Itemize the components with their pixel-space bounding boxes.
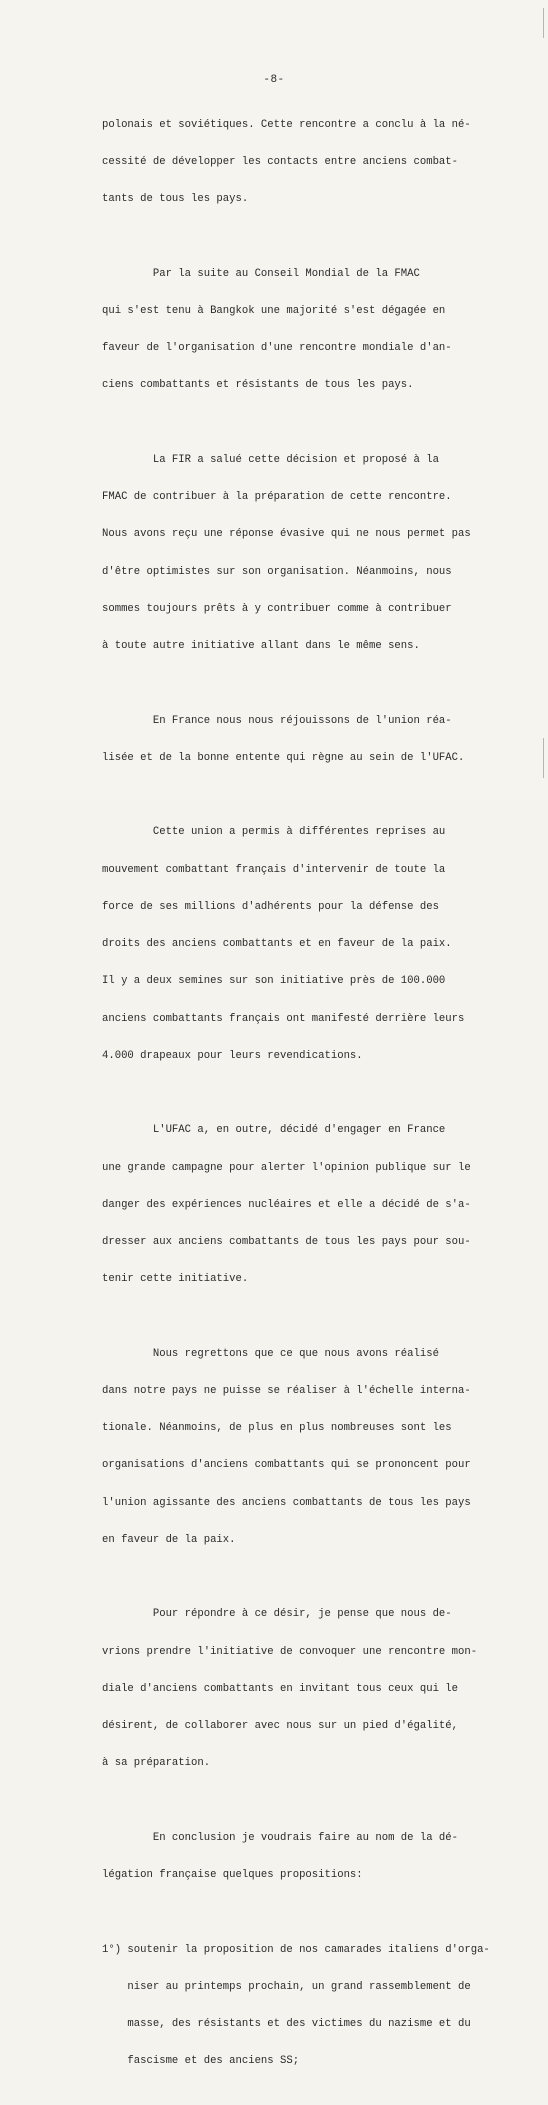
text-line: en faveur de la paix.	[102, 1533, 236, 1546]
text-line: organisations d'anciens combattants qui se prononcent pour	[102, 1459, 471, 1472]
text-line: à sa préparation.	[102, 1757, 211, 1770]
text-line: niser au printemps prochain, un grand rassemblement de	[102, 1980, 471, 1993]
paragraph-10	[102, 1919, 522, 2093]
text-line: l'union agissante des anciens combattants de tous les pays	[102, 1496, 471, 1509]
text-line: tants de tous les pays.	[102, 193, 249, 206]
text-line: désirent, de collaborer avec nous sur un pied d'égalité,	[102, 1719, 459, 1732]
page-edge-mark	[543, 738, 544, 778]
text-line: dans notre pays ne puisse se réaliser à l'échelle interna-	[102, 1384, 471, 1397]
text-line: tionale. Néanmoins, de plus en plus nombreuses sont les	[102, 1422, 452, 1435]
text-line: légation française quelques propositions:	[102, 1868, 363, 1881]
text-line: La FIR a salué cette décision et proposé à la	[102, 454, 439, 467]
body-text	[102, 94, 522, 2105]
paragraph-5	[102, 802, 522, 1087]
text-line: force de ses millions d'adhérents pour la défense des	[102, 900, 439, 913]
paragraph-4	[102, 690, 522, 789]
page-edge-mark	[543, 8, 544, 38]
text-line: d'être optimistes sur son organisation. Néanmoins, nous	[102, 565, 452, 578]
text-line: Pour répondre à ce désir, je pense que nous de-	[102, 1608, 452, 1621]
paragraph-7	[102, 1323, 522, 1571]
text-line: qui s'est tenu à Bangkok une majorité s'est dégagée en	[102, 305, 446, 318]
text-line: En France nous nous réjouissons de l'union réa-	[102, 714, 452, 727]
text-line: ciens combattants et résistants de tous les pays.	[102, 379, 414, 392]
text-line: Nous avons reçu une réponse évasive qui ne nous permet pas	[102, 528, 471, 541]
text-line: polonais et soviétiques. Cette rencontre a conclu à la né-	[102, 118, 471, 131]
paragraph-3	[102, 429, 522, 677]
text-line: cessité de développer les contacts entre anciens combat-	[102, 156, 459, 169]
text-line: masse, des résistants et des victimes du nazisme et du	[102, 2018, 471, 2030]
text-line: 4.000 drapeaux pour leurs revendications.	[102, 1049, 363, 1062]
text-line: lisée et de la bonne entente qui règne au sein de l'UFAC.	[102, 751, 465, 764]
text-line: FMAC de contribuer à la préparation de cette rencontre.	[102, 491, 452, 504]
text-line: mouvement combattant français d'intervenir de toute la	[102, 863, 446, 876]
text-line: Cette union a permis à différentes reprises au	[102, 826, 446, 839]
page-number: -8-	[263, 74, 285, 86]
paragraph-1	[102, 94, 522, 230]
text-line: à toute autre initiative allant dans le même sens.	[102, 640, 420, 653]
paragraph-6	[102, 1100, 522, 1311]
text-line: sommes toujours prêts à y contribuer comme à contribuer	[102, 602, 452, 615]
paragraph-9	[102, 1807, 522, 1906]
text-line: dresser aux anciens combattants de tous les pays pour sou-	[102, 1235, 471, 1248]
text-line: Par la suite au Conseil Mondial de la FMAC	[102, 267, 420, 280]
text-line: Nous regrettons que ce que nous avons réalisé	[102, 1347, 439, 1360]
text-line: En conclusion je voudrais faire au nom de la dé-	[102, 1831, 459, 1844]
text-line: une grande campagne pour alerter l'opinion publique sur le	[102, 1161, 471, 1174]
text-line: diale d'anciens combattants en invitant tous ceux qui le	[102, 1682, 459, 1695]
text-line: faveur de l'organisation d'une rencontre mondiale d'an-	[102, 342, 452, 355]
text-line: tenir cette initiative.	[102, 1273, 249, 1286]
paragraph-8	[102, 1584, 522, 1795]
text-line: 1°) soutenir la proposition de nos camarades italiens d'orga-	[102, 1943, 490, 1956]
paragraph-2	[102, 243, 522, 417]
text-line: L'UFAC a, en outre, décidé d'engager en France	[102, 1124, 446, 1137]
text-line: Il y a deux semines sur son initiative près de 100.000	[102, 975, 446, 988]
text-line: droits des anciens combattants et en faveur de la paix.	[102, 938, 452, 951]
text-line: anciens combattants français ont manifesté derrière leurs	[102, 1012, 465, 1025]
text-line: danger des expériences nucléaires et elle a décidé de s'a-	[102, 1198, 471, 1211]
text-line: vrions prendre l'initiative de convoquer une rencontre mon-	[102, 1645, 478, 1658]
text-line: fascisme et des anciens SS;	[102, 2055, 300, 2068]
